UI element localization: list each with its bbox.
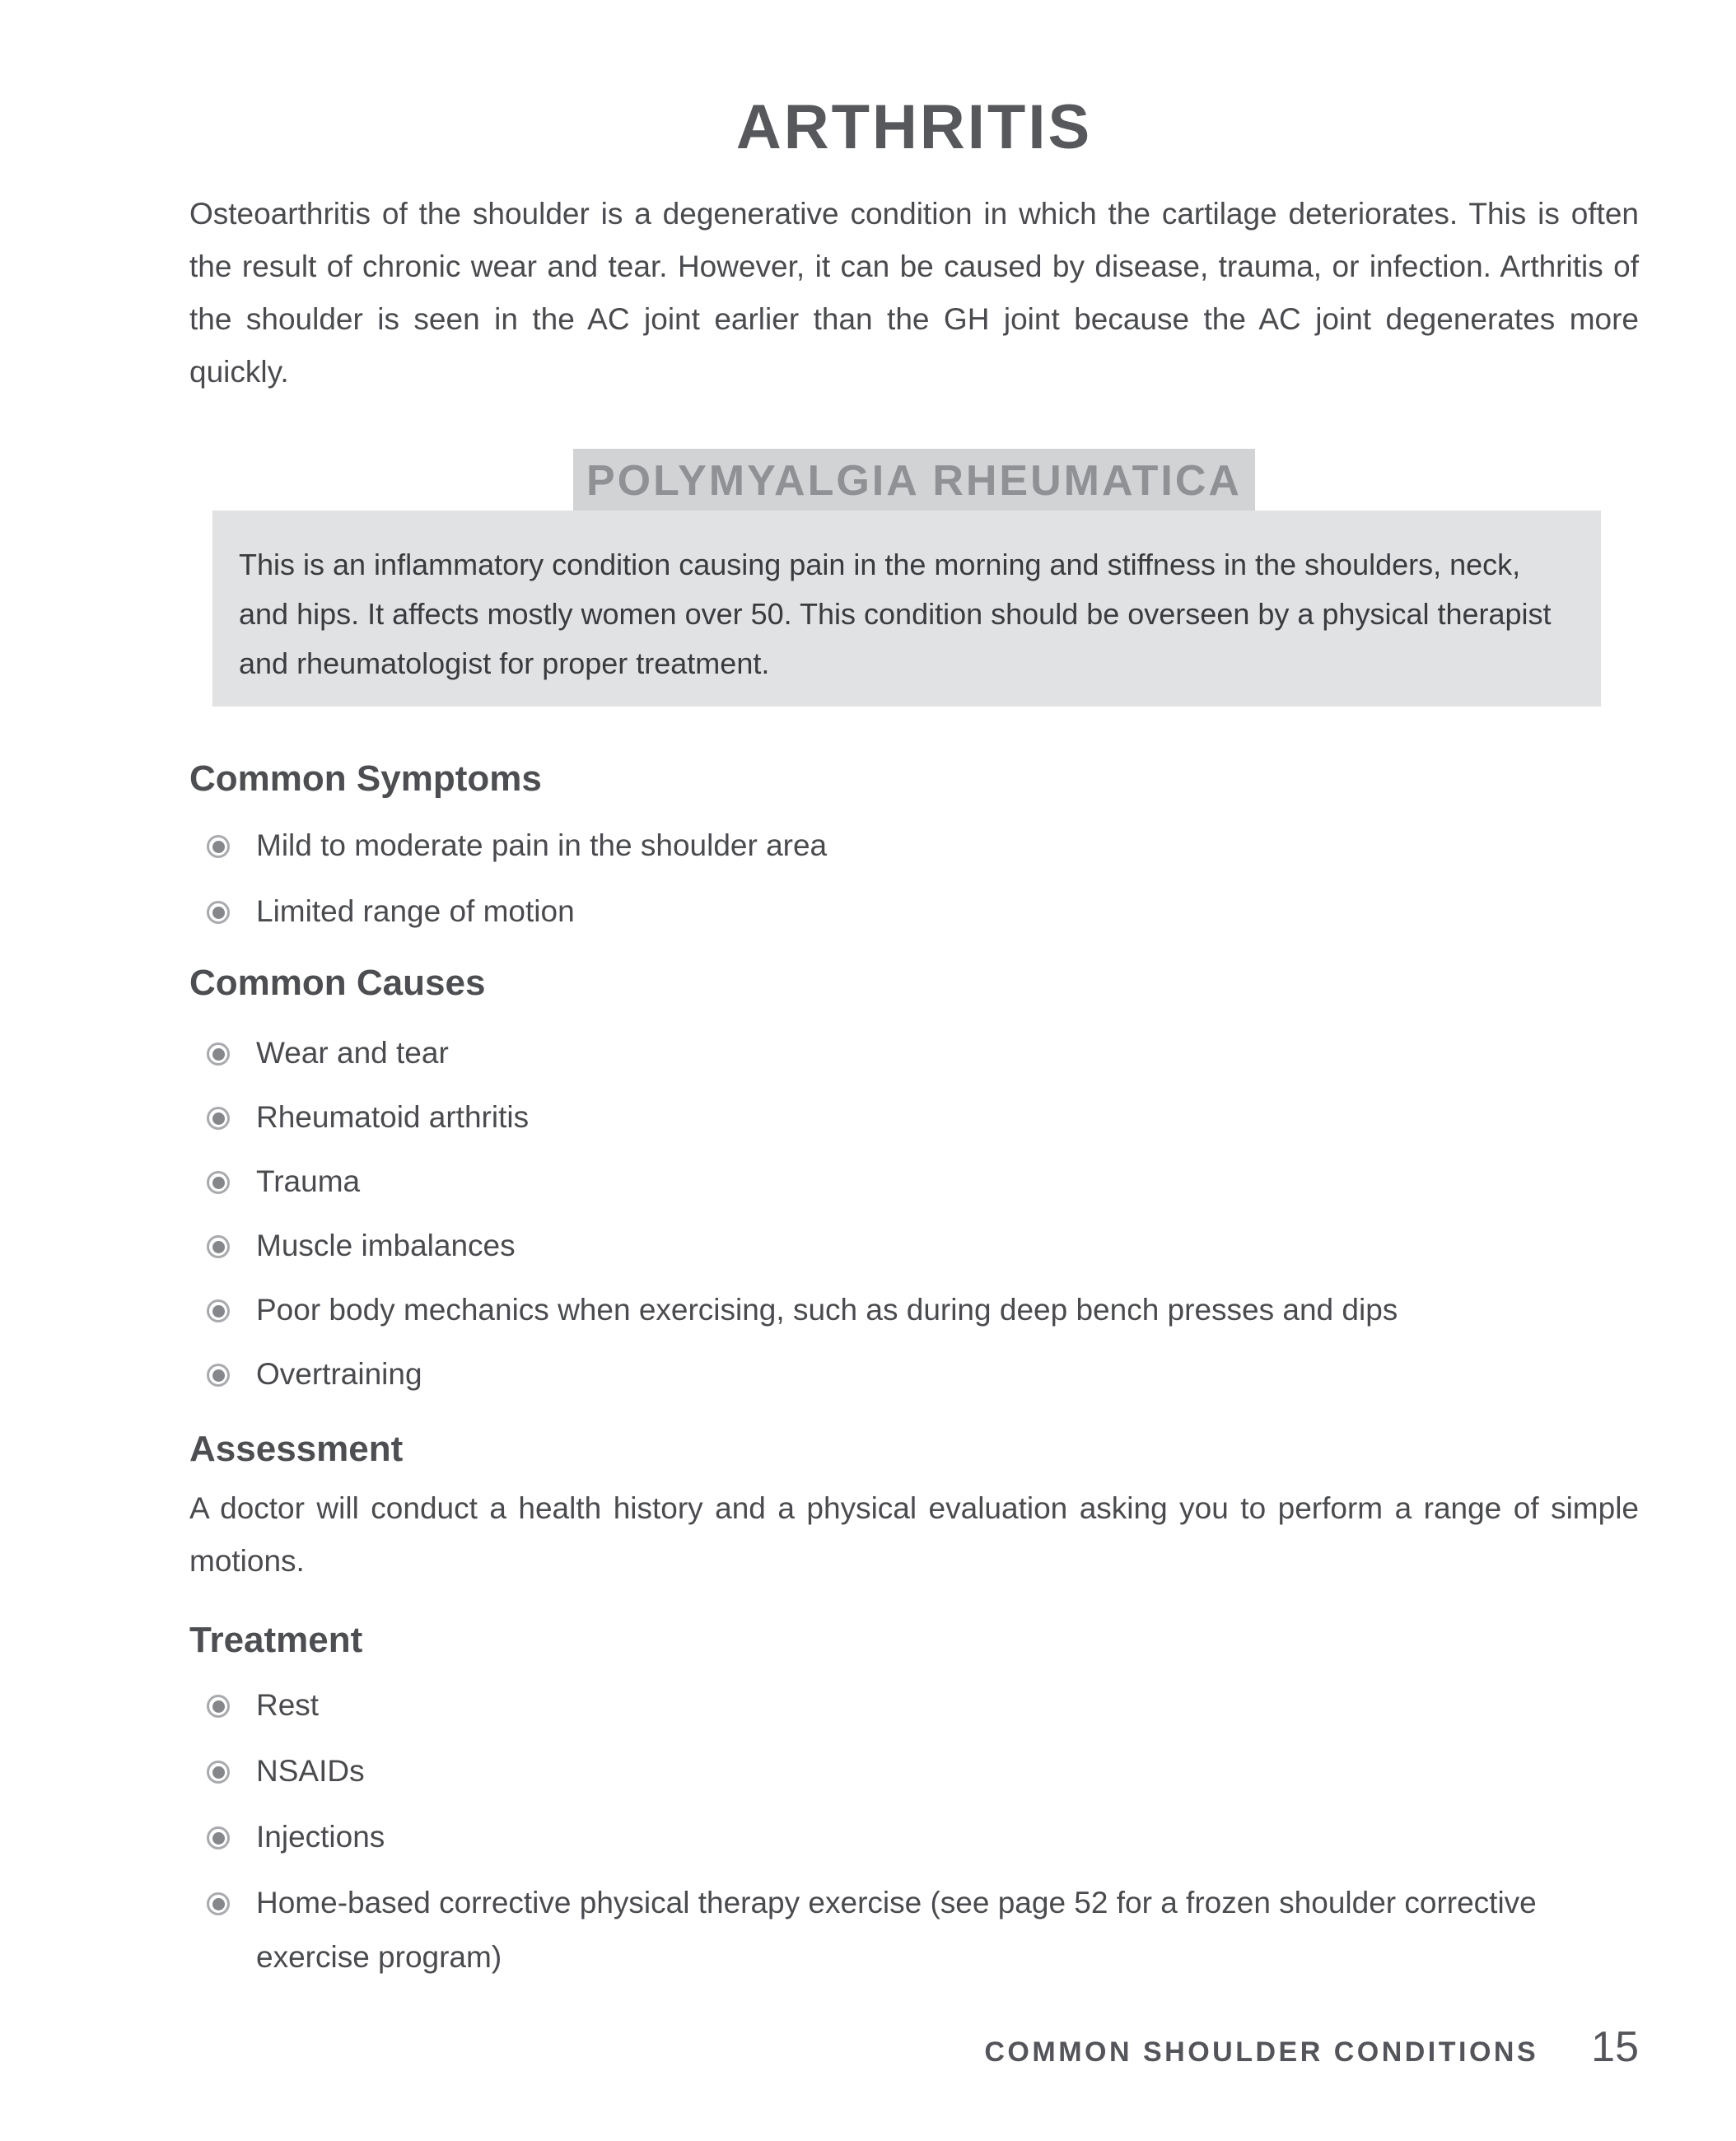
list-item [189, 1090, 1639, 1145]
list-item [189, 884, 1639, 939]
bullet-text: Muscle imbalances [256, 1229, 516, 1262]
fisheye-bullet-icon [207, 1171, 230, 1194]
bullet-dot [212, 1177, 225, 1189]
heading-common-causes: Common Causes [189, 963, 486, 1003]
assessment-paragraph: A doctor will conduct a health history and a physical evaluation asking you to perform a range of simple motions. [189, 1491, 1639, 1578]
bullet-text: Injections [256, 1820, 385, 1854]
bullet-text: Rheumatoid arthritis [256, 1100, 530, 1134]
fisheye-bullet-icon [207, 1299, 230, 1322]
bullet-dot [212, 1305, 225, 1318]
callout-body-text: This is an inflammatory condition causing pain in the morning and stiffness in the shoulders, neck, and hips. It affects mostly women over 50. This condition should be overseen by a physical therapist and rheumatologist for proper treatment. [212, 511, 1601, 707]
footer-running-head: COMMON SHOULDER CONDITIONS [984, 2036, 1539, 2068]
bullet-dot [212, 1241, 225, 1253]
list-item [189, 1219, 1639, 1273]
bullet-text: Trauma [256, 1164, 361, 1198]
bullet-text: Rest [256, 1688, 320, 1722]
bullet-text: Overtraining [256, 1357, 422, 1391]
intro-paragraph: Osteoarthritis of the shoulder is a degenerative condition in which the cartilage deteriorates. This is often the result of chronic wear and tear. However, it can be caused by disease, trauma, or infection. Arthritis of the shoulder is seen in the AC joint earlier than the GH joint because the AC joint degenerates more quickly. [189, 197, 1639, 389]
heading-assessment: Assessment [189, 1429, 404, 1469]
bullet-dot [212, 1112, 225, 1125]
fisheye-bullet-icon [207, 1826, 230, 1849]
bullet-dot [212, 1700, 225, 1713]
bullet-dot [212, 1048, 225, 1061]
causes-list [189, 1026, 1639, 1402]
list-item [189, 1678, 1639, 1733]
bullet-text: Mild to moderate pain in the shoulder area [256, 828, 828, 862]
content-column [189, 92, 1639, 1985]
bullet-dot [212, 1898, 225, 1910]
list-item [189, 819, 1639, 873]
fisheye-bullet-icon [207, 1107, 230, 1130]
list-item [189, 1744, 1639, 1798]
bullet-dot [212, 1766, 225, 1779]
fisheye-bullet-icon [207, 1235, 230, 1258]
bullet-dot [212, 1832, 225, 1845]
bullet-text: Home-based corrective physical therapy exercise (see page 52 for a frozen shoulder corrective exercise program) [256, 1886, 1537, 1974]
heading-common-symptoms: Common Symptoms [189, 758, 542, 799]
bullet-dot [212, 907, 225, 919]
fisheye-bullet-icon [207, 1364, 230, 1387]
treatment-list [189, 1678, 1639, 1985]
list-item [189, 1154, 1639, 1209]
list-item [189, 1347, 1639, 1402]
list-item [189, 1283, 1639, 1337]
list-item [189, 1876, 1639, 1985]
fisheye-bullet-icon [207, 1761, 230, 1784]
symptoms-list [189, 819, 1639, 939]
bullet-dot [212, 1369, 225, 1382]
fisheye-bullet-icon [207, 835, 230, 858]
fisheye-bullet-icon [207, 1695, 230, 1718]
callout-box [189, 449, 1639, 707]
list-item [189, 1810, 1639, 1864]
list-item [189, 1026, 1639, 1080]
bullet-text: Limited range of motion [256, 894, 575, 928]
page-footer [984, 2022, 1639, 2072]
bullet-dot [212, 841, 225, 853]
bullet-text: Poor body mechanics when exercising, such as during deep bench presses and dips [256, 1293, 1398, 1327]
bullet-text: NSAIDs [256, 1754, 365, 1788]
fisheye-bullet-icon [207, 1043, 230, 1066]
page-title: ARTHRITIS [735, 92, 1093, 162]
bullet-text: Wear and tear [256, 1036, 449, 1070]
footer-page-number: 15 [1591, 2023, 1639, 2071]
fisheye-bullet-icon [207, 1892, 230, 1915]
fisheye-bullet-icon [207, 901, 230, 924]
heading-treatment: Treatment [189, 1620, 363, 1660]
callout-title: POLYMYALGIA RHEUMATICA [573, 449, 1255, 511]
